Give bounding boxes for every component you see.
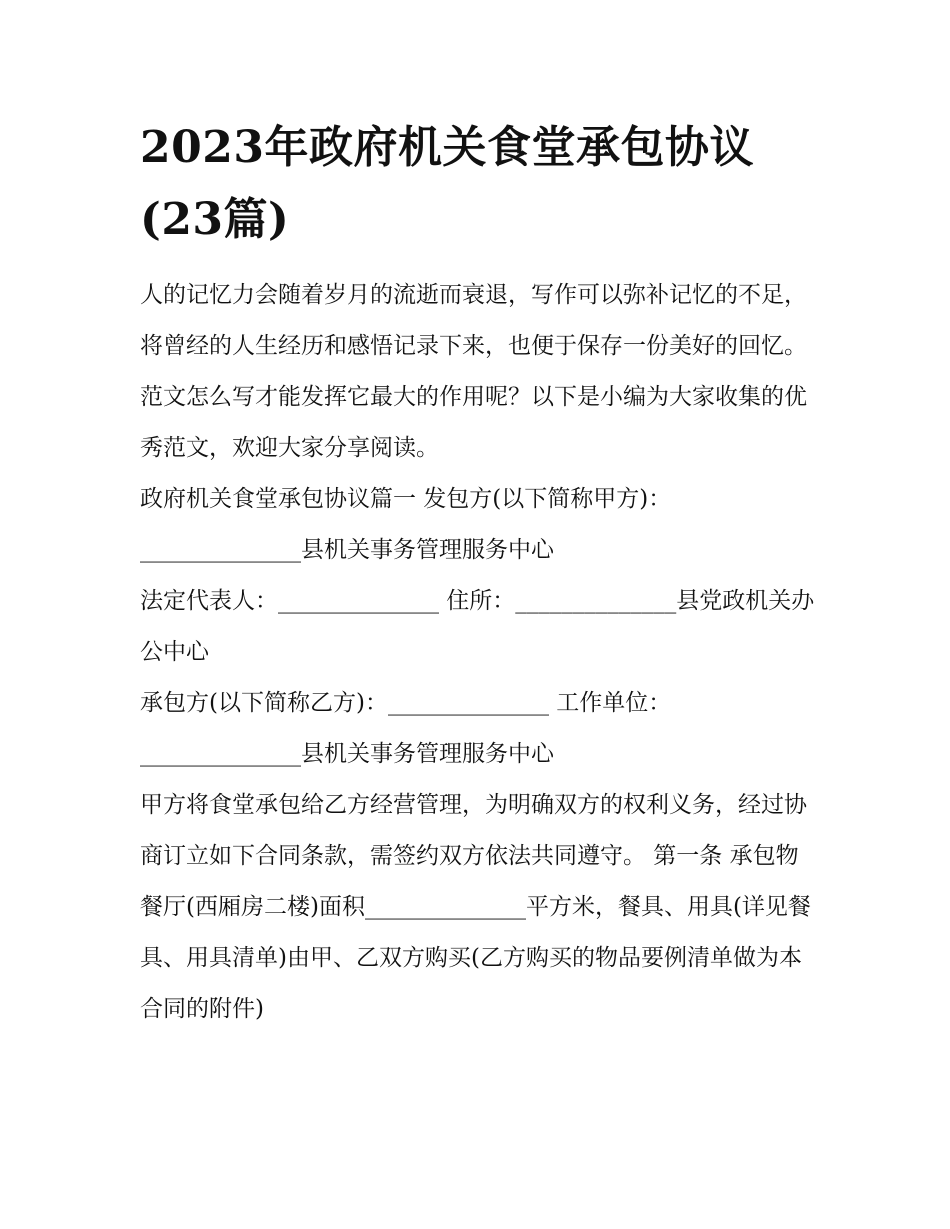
party-a-representative-line: 法定代表人：______________ 住所：______________县党政机关办公中心 xyxy=(140,588,815,665)
party-a-name-line: ______________县机关事务管理服务中心 xyxy=(140,537,554,563)
intro-paragraph: 人的记忆力会随着岁月的流逝而衰退，写作可以弥补记忆的不足，将曾经的人生经历和感悟记录下来，也便于保存一份美好的回忆。范文怎么写才能发挥它最大的作用呢？以下是小编为大家收集的优秀范文，欢迎大家分享阅读。 xyxy=(140,282,807,461)
document-page xyxy=(140,112,820,1035)
agreement-intro-paragraph: 甲方将食堂承包给乙方经营管理，为明确双方的权利义务，经过协商订立如下合同条款，需签约双方依法共同遵守。 第一条 承包物 xyxy=(140,792,807,869)
document-body xyxy=(140,270,820,1035)
party-b-line: 承包方(以下简称乙方)：______________ 工作单位： xyxy=(140,690,672,716)
section-heading-contractor: 政府机关食堂承包协议篇一 发包方(以下简称甲方)： xyxy=(140,486,672,512)
party-b-unit-line: ______________县机关事务管理服务中心 xyxy=(140,741,554,767)
contract-object-paragraph: 餐厅(西厢房二楼)面积______________平方米，餐具、用具(详见餐具、用具清单)由甲、乙双方购买(乙方购买的物品要例清单做为本合同的附件) xyxy=(140,894,811,1022)
document-title: 2023年政府机关食堂承包协议(23篇) xyxy=(140,122,754,245)
